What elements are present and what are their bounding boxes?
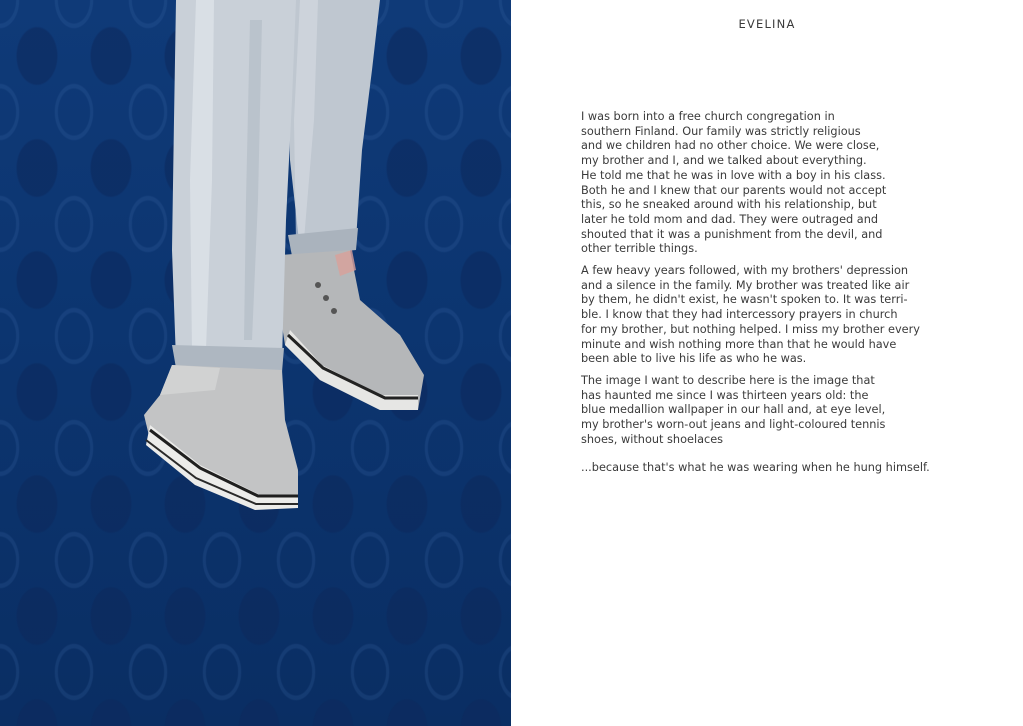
closing-line: ...because that's what he was wearing when he hung himself. bbox=[581, 461, 930, 475]
paragraph: The image I want to describe here is the image that has haunted me since I was thirteen years old: the blue medallion wallpaper in our hall and, at eye level, my brother's worn-out jeans and light-coloured tennis shoes, without shoelaces bbox=[581, 373, 886, 446]
hanging-legs-illustration bbox=[0, 0, 511, 726]
photo-panel bbox=[0, 0, 511, 726]
text-panel bbox=[511, 0, 1023, 726]
paragraph: I was born into a free church congregation in southern Finland. Our family was strictly religious and we children had no other choice. We were close, my brother and I, and we talked about everything. He told me that he was in love with a boy in his class. Both he and I knew that our parents would not accept this, so he sneaked around with his relationship, but later he told mom and dad. They were outraged and shouted that it was a punishment from the devil, and other terrible things. bbox=[581, 110, 887, 256]
story-text bbox=[581, 110, 986, 483]
page-title: EVELINA bbox=[738, 17, 796, 31]
paragraph: A few heavy years followed, with my brothers' depression and a silence in the family. My brother was treated like air by them, he didn't exist, he wasn't spoken to. It was terri- ble. I know that they had intercessory prayers in church for my brother, but nothing helped. I miss my brother every minute and wish nothing more than that he would have been able to live his life as who he was. bbox=[581, 264, 920, 366]
